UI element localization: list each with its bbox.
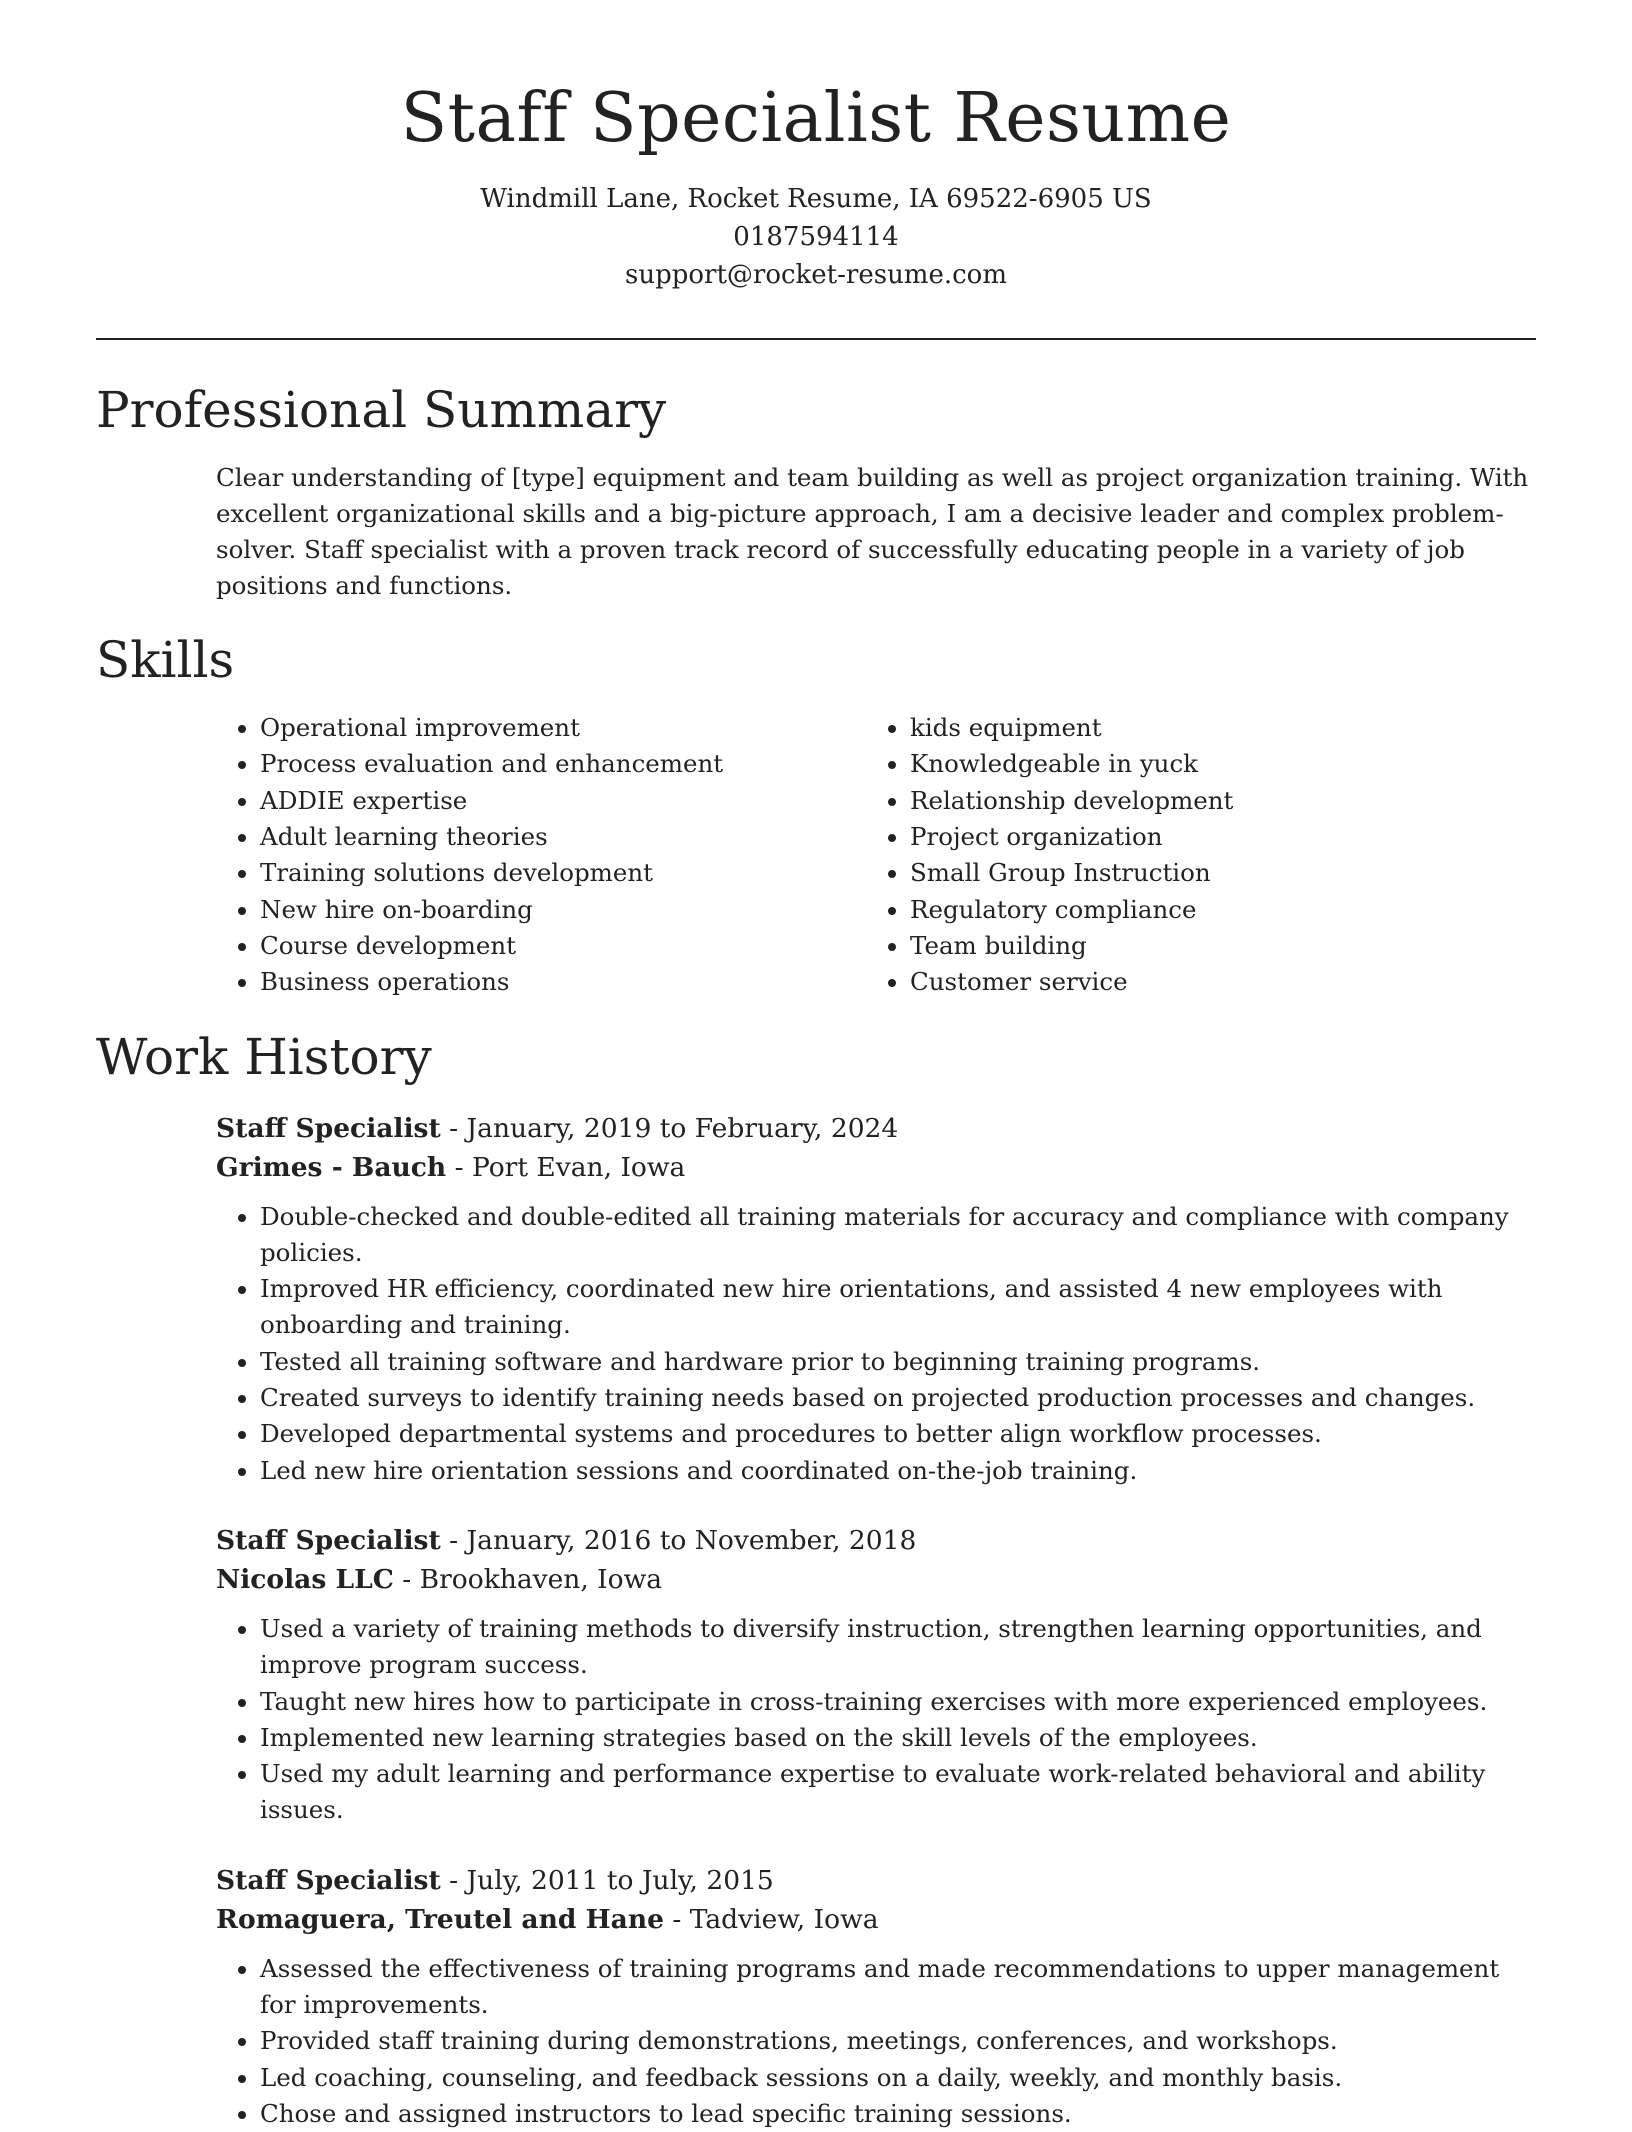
- job-title-line: [216, 1109, 1536, 1148]
- skill-item: • Relationship development: [910, 783, 1486, 819]
- job-title-line: [216, 1861, 1536, 1900]
- work-history-section: [0, 1027, 1632, 2132]
- skill-item: • Business operations: [260, 964, 866, 1000]
- job-dates: - January, 2016 to November, 2018: [440, 1524, 917, 1556]
- duty-item: • Assessed the effectiveness of training programs and made recommendations to upper management for improvements.: [260, 1951, 1536, 2024]
- job-company: Grimes - Bauch: [216, 1151, 447, 1183]
- contact-address: Windmill Lane, Rocket Resume, IA 69522-6905 US: [480, 184, 1152, 215]
- duty-item: • Used a variety of training methods to diversify instruction, strengthen learning opportunities, and improve program success.: [260, 1611, 1536, 1684]
- job-title: Staff Specialist: [216, 1524, 441, 1556]
- duty-item: • Developed departmental systems and procedures to better align workflow processes.: [260, 1416, 1536, 1452]
- job-duties: [216, 1951, 1536, 2132]
- skills-list-right: [866, 710, 1486, 1000]
- job-location: - Tadview, Iowa: [663, 1903, 879, 1935]
- skill-item: • Training solutions development: [260, 855, 866, 891]
- job-company-line: [216, 1148, 1536, 1187]
- resume-header: [0, 0, 1632, 294]
- job-entry: [216, 1109, 1536, 1489]
- duty-item: • Taught new hires how to participate in cross-training exercises with more experienced employees.: [260, 1684, 1536, 1720]
- duty-item: • Led coaching, counseling, and feedback sessions on a daily, weekly, and monthly basis.: [260, 2060, 1536, 2096]
- job-company: Nicolas LLC: [216, 1563, 394, 1595]
- skill-item: • Course development: [260, 928, 866, 964]
- job-dates: - July, 2011 to July, 2015: [440, 1864, 774, 1896]
- duty-item: • Chose and assigned instructors to lead specific training sessions.: [260, 2096, 1536, 2132]
- job-title: Staff Specialist: [216, 1112, 441, 1144]
- skill-item: • ADDIE expertise: [260, 783, 866, 819]
- skill-item: • New hire on-boarding: [260, 892, 866, 928]
- job-company-line: [216, 1900, 1536, 1939]
- job-location: - Port Evan, Iowa: [446, 1151, 686, 1183]
- summary-section: [0, 380, 1632, 604]
- skill-item: • Project organization: [910, 819, 1486, 855]
- job-dates: - January, 2019 to February, 2024: [440, 1112, 899, 1144]
- skill-item: • Adult learning theories: [260, 819, 866, 855]
- job-title-line: [216, 1521, 1536, 1560]
- skill-item: • Process evaluation and enhancement: [260, 746, 866, 782]
- duty-item: • Double-checked and double-edited all training materials for accuracy and compliance with company policies.: [260, 1199, 1536, 1272]
- skill-item: • Customer service: [910, 964, 1486, 1000]
- skills-list-left: [216, 710, 866, 1000]
- skills-grid: [216, 710, 1536, 1000]
- contact-phone: 0187594114: [733, 222, 899, 253]
- summary-text: Clear understanding of [type] equipment and team building as well as project organization training. With excellent organizational skills and a big-picture approach, I am a decisive leader and complex problem-solver. Staff specialist with a proven track record of successfully educating people in a variety of job positions and functions.: [216, 463, 1529, 601]
- job-entry: [216, 1521, 1536, 1829]
- job-location: - Brookhaven, Iowa: [393, 1563, 663, 1595]
- duty-item: • Provided staff training during demonstrations, meetings, conferences, and workshops.: [260, 2023, 1536, 2059]
- skills-heading: Skills: [96, 631, 235, 690]
- job-duties: [216, 1611, 1536, 1829]
- skills-section: [0, 630, 1632, 1000]
- skill-item: • Regulatory compliance: [910, 892, 1486, 928]
- resume-title: Staff Specialist Resume: [400, 79, 1232, 158]
- job-company-line: [216, 1560, 1536, 1599]
- summary-heading: Professional Summary: [96, 381, 667, 440]
- job-entry: [216, 1861, 1536, 2132]
- contact-info: [0, 180, 1632, 294]
- work-history-heading: Work History: [96, 1027, 432, 1086]
- header-divider: [96, 338, 1536, 340]
- duty-item: • Tested all training software and hardware prior to beginning training programs.: [260, 1344, 1536, 1380]
- skill-item: • Team building: [910, 928, 1486, 964]
- duty-item: • Created surveys to identify training needs based on projected production processes and changes.: [260, 1380, 1536, 1416]
- duty-item: • Used my adult learning and performance expertise to evaluate work-related behavioral and ability issues.: [260, 1756, 1536, 1829]
- job-company: Romaguera, Treutel and Hane: [216, 1903, 664, 1935]
- duty-item: • Led new hire orientation sessions and coordinated on-the-job training.: [260, 1453, 1536, 1489]
- duty-item: • Implemented new learning strategies based on the skill levels of the employees.: [260, 1720, 1536, 1756]
- skill-item: • Knowledgeable in yuck: [910, 746, 1486, 782]
- job-duties: [216, 1199, 1536, 1489]
- duty-item: • Improved HR efficiency, coordinated new hire orientations, and assisted 4 new employees with onboarding and training.: [260, 1271, 1536, 1344]
- skill-item: • kids equipment: [910, 710, 1486, 746]
- job-title: Staff Specialist: [216, 1864, 441, 1896]
- skill-item: • Small Group Instruction: [910, 855, 1486, 891]
- skill-item: • Operational improvement: [260, 710, 866, 746]
- contact-email: support@rocket-resume.com: [624, 260, 1007, 291]
